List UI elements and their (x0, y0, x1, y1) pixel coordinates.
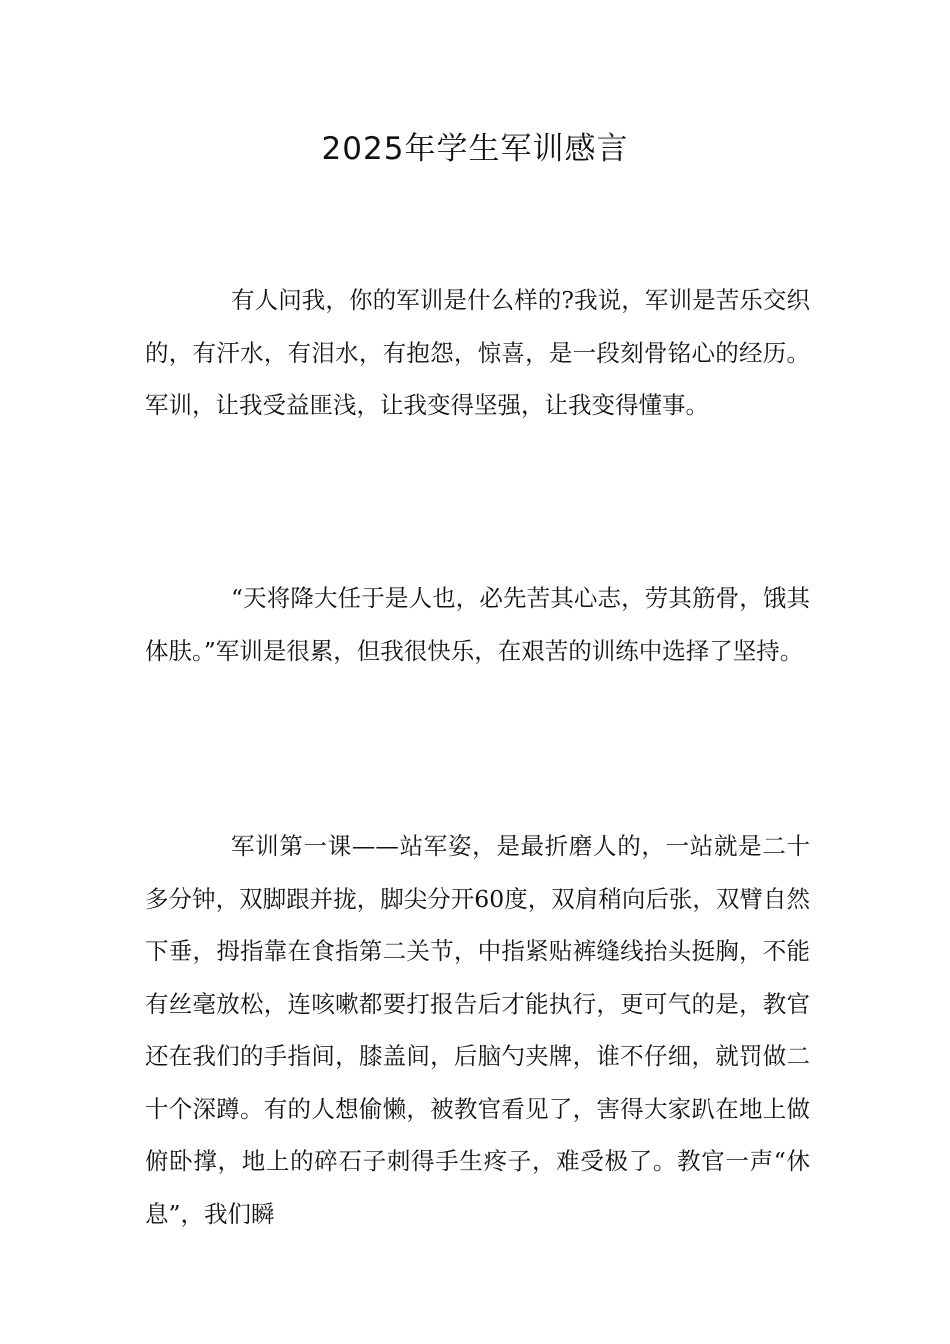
paragraph-1: 有人问我，你的军训是什么样的?我说，军训是苦乐交织的，有汗水，有泪水，有抱怨，惊喜，是一段刻骨铭心的经历。军训，让我受益匪浅，让我变得坚强，让我变得懂事。 (145, 286, 810, 419)
document-title: 2025年学生军训感言 (321, 131, 629, 167)
paragraph-3: 军训第一课——站军姿，是最折磨人的，一站就是二十多分钟，双脚跟并拢，脚尖分开60度，双肩稍向后张，双臂自然下垂，拇指靠在食指第二关节，中指紧贴裤缝线抬头挺胸，不能有丝毫放松，连咳嗽都要打报告后才能执行，更可气的是，教官还在我们的手指间，膝盖间，后脑勺夹牌，谁不仔细，就罚做二十个深蹲。有的人想偷懒，被教官看见了，害得大家趴在地上做俯卧撑，地上的碎石子刺得手生疼子，难受极了。教官一声“休息”，我们瞬 (145, 832, 810, 1228)
paragraph-2: “天将降大任于是人也，必先苦其心志，劳其筋骨，饿其体肤。”军训是很累，但我很快乐，在艰苦的训练中选择了坚持。 (145, 584, 810, 665)
